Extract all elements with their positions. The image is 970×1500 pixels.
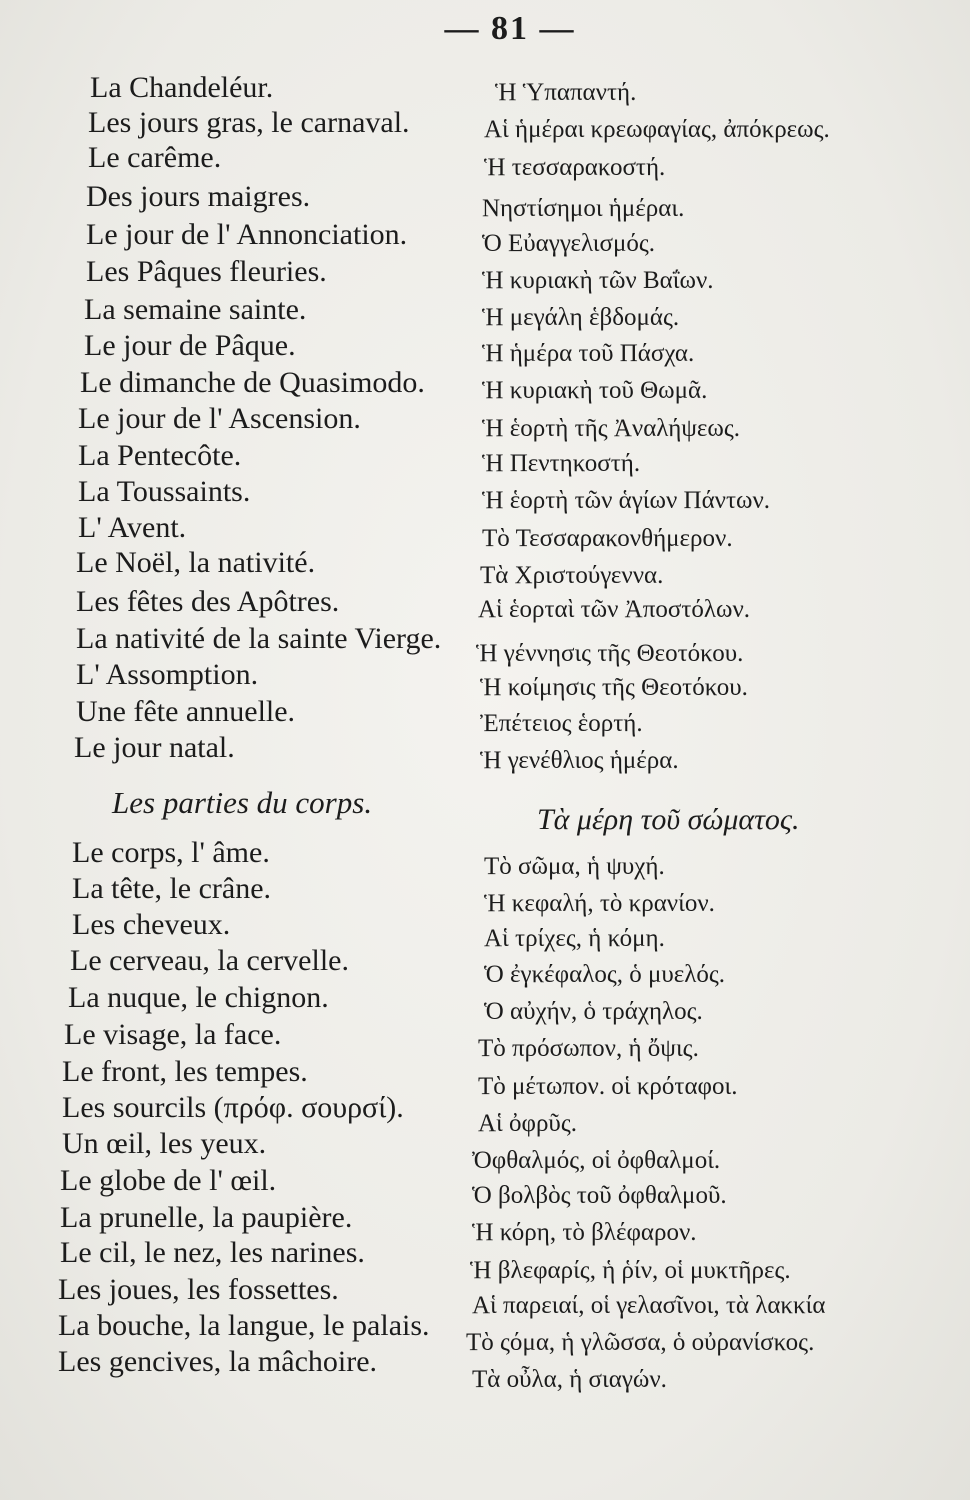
french-term: La nativité de la sainte Vierge.: [76, 622, 442, 655]
french-term: La Toussaints.: [78, 475, 251, 508]
french-term: Le corps, l' âme.: [72, 836, 270, 869]
french-term: Le dimanche de Quasimodo.: [80, 366, 425, 399]
french-term: Le jour de l' Ascension.: [78, 402, 361, 435]
greek-term: Ἡ Ὑπαπαντή.: [495, 79, 637, 106]
greek-term: Αἱ ὀφρῦς.: [478, 1110, 577, 1137]
greek-term: Ὁ βολβὸς τοῦ ὀφθαλμοῦ.: [472, 1182, 727, 1209]
page-number: — 81 —: [444, 10, 576, 47]
section-heading-greek: Τὰ μέρη τοῦ σώματος.: [537, 803, 800, 836]
greek-term: Τὸ μέτωπον. οἱ κρόταφοι.: [478, 1073, 738, 1100]
french-term: Un œil, les yeux.: [62, 1127, 267, 1160]
greek-term: Ἡ ἑορτὴ τῶν ἁγίων Πάντων.: [482, 487, 771, 514]
greek-term: Τὸ πρόσωπον, ἡ ὄψις.: [478, 1035, 699, 1062]
greek-term: Ἡ Πεντηκοστή.: [482, 450, 641, 477]
french-term: Les fêtes des Apôtres.: [76, 585, 340, 618]
french-term: L' Avent.: [78, 511, 187, 544]
greek-term: Νηστίσημοι ἡμέραι.: [482, 195, 685, 222]
greek-term: Τὸ ςόμα, ἡ γλῶσσα, ὁ οὐρανίσκος.: [466, 1329, 815, 1356]
greek-term: Ἡ κυριακὴ τῶν Βαΐων.: [482, 267, 714, 294]
french-term: Le cil, le nez, les narines.: [60, 1236, 365, 1269]
section-heading-french: Les parties du corps.: [112, 785, 373, 820]
greek-term: Αἱ παρειαί, οἱ γελασῖνοι, τὰ λακκία: [472, 1292, 826, 1319]
greek-term: Ἡ κυριακὴ τοῦ Θωμᾶ.: [482, 377, 708, 404]
greek-term: Ἡ γέννησις τῆς Θεοτόκου.: [476, 640, 744, 667]
french-term: Le jour de l' Annonciation.: [86, 218, 408, 251]
french-term: La Chandeléur.: [90, 71, 274, 104]
greek-term: Ἡ γενέθλιος ἡμέρα.: [480, 747, 679, 774]
greek-term: Ὁ Εὐαγγελισμός.: [482, 230, 656, 257]
french-term: La semaine sainte.: [84, 293, 307, 326]
greek-term: Ἡ κεφαλή, τὸ κρανίον.: [484, 890, 715, 917]
greek-term: Ὀφθαλμός, οἱ ὀφθαλμοί.: [472, 1147, 721, 1174]
french-term: Le Noël, la nativité.: [76, 546, 316, 579]
french-term: Les jours gras, le carnaval.: [88, 106, 410, 139]
greek-term: Ὁ αὐχήν, ὁ τράχηλος.: [484, 998, 703, 1025]
french-term: La nuque, le chignon.: [68, 981, 329, 1014]
greek-term: Ἡ τεσσαρακοστή.: [484, 154, 666, 181]
french-term: La Pentecôte.: [78, 439, 242, 472]
french-term: Le globe de l' œil.: [60, 1164, 277, 1197]
french-term: Le jour de Pâque.: [84, 329, 296, 362]
greek-term: Ἐπέτειος ἑορτή.: [480, 710, 643, 737]
greek-term: Τὰ οὖλα, ἡ σιαγών.: [472, 1366, 667, 1393]
french-term: L' Assomption.: [76, 658, 259, 691]
greek-term: Ἡ ἡμέρα τοῦ Πάσχα.: [482, 340, 695, 367]
greek-term: Ἡ μεγάλη ἑβδομάς.: [482, 304, 680, 331]
french-term: Des jours maigres.: [86, 180, 311, 213]
greek-term: Αἱ τρίχες, ἡ κόμη.: [484, 925, 665, 952]
french-term: Le jour natal.: [74, 731, 235, 764]
greek-term: Ἡ κόρη, τὸ βλέφαρον.: [472, 1219, 697, 1246]
french-term: La tête, le crâne.: [72, 872, 272, 905]
greek-term: Αἱ ἡμέραι κρεωφαγίας, ἀπόκρεως.: [484, 116, 830, 143]
greek-term: Αἱ ἑορταὶ τῶν Ἀποστόλων.: [478, 596, 751, 623]
french-term: Les cheveux.: [72, 908, 231, 941]
french-term: La prunelle, la paupière.: [60, 1201, 353, 1234]
french-term: Le carême.: [88, 141, 222, 174]
french-term: La bouche, la langue, le palais.: [58, 1309, 430, 1342]
greek-term: Ἡ κοίμησις τῆς Θεοτόκου.: [480, 674, 748, 701]
greek-term: Τὰ Χριστούγεννα.: [480, 562, 664, 589]
greek-term: Ἡ βλεφαρίς, ἡ ῥίν, οἱ μυκτῆρες.: [470, 1257, 791, 1284]
french-term: Le visage, la face.: [64, 1018, 282, 1051]
french-term: Les Pâques fleuries.: [86, 255, 327, 288]
french-term: Une fête annuelle.: [76, 695, 296, 728]
greek-term: Τὸ Τεσσαρακονθήμερον.: [482, 525, 733, 552]
greek-term: Τὸ σῶμα, ἡ ψυχή.: [484, 853, 665, 880]
french-term: Les sourcils (πρόφ. σουρσί).: [62, 1091, 404, 1124]
french-term: Les joues, les fossettes.: [58, 1273, 339, 1306]
greek-term: Ἡ ἑορτὴ τῆς Ἀναλήψεως.: [482, 415, 741, 442]
french-term: Les gencives, la mâchoire.: [58, 1345, 378, 1378]
greek-term: Ὁ ἐγκέφαλος, ὁ μυελός.: [484, 961, 726, 988]
french-term: Le cerveau, la cervelle.: [70, 944, 349, 977]
french-term: Le front, les tempes.: [62, 1055, 308, 1088]
